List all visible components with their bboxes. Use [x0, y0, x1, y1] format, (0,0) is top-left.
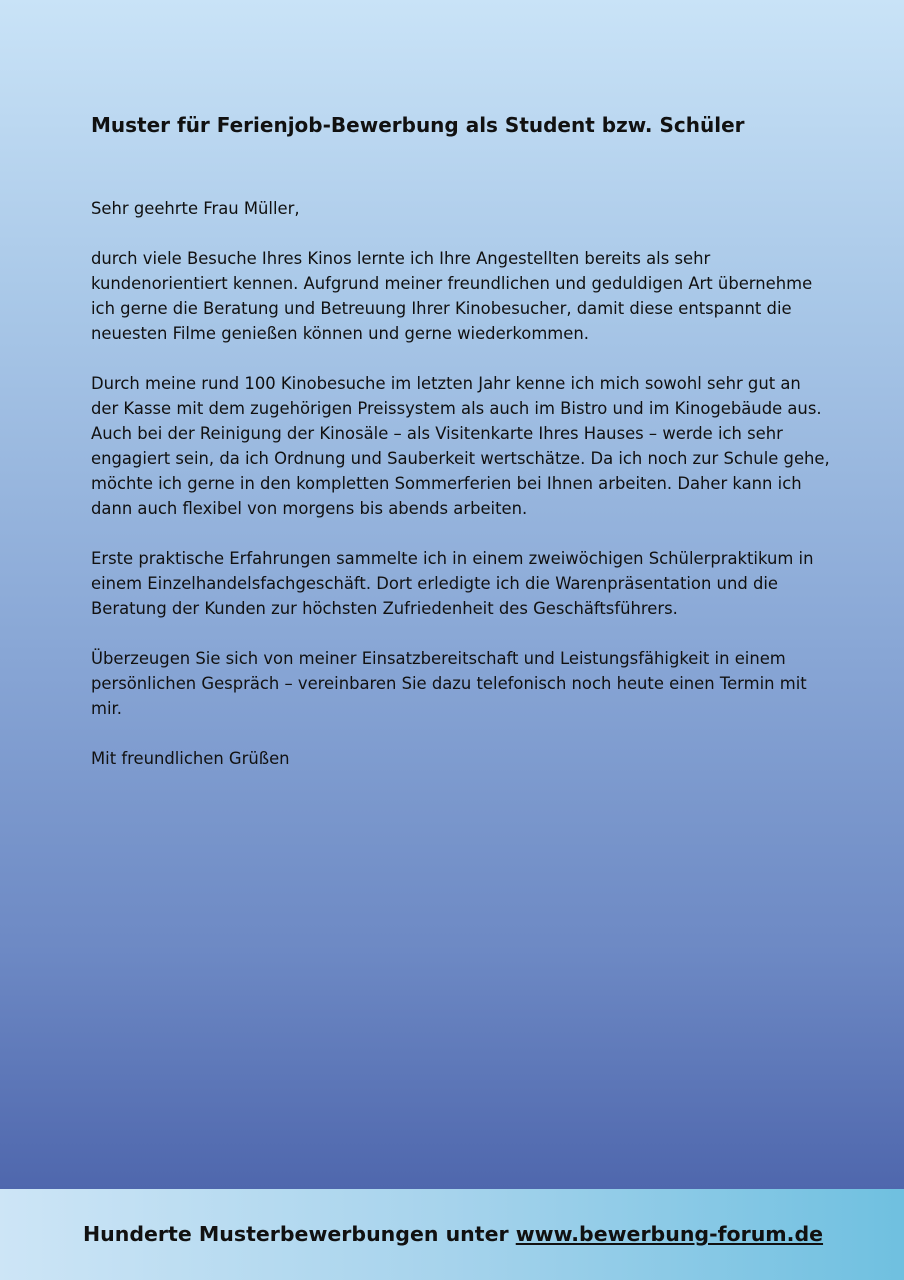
paragraph-experience: Durch meine rund 100 Kinobesuche im letzten Jahr kenne ich mich sowohl sehr gut an der Kasse mit dem zugehörigen Preissystem als auch im Bistro und im Kinogebäude aus. Auch bei der Reinigung der Kinosäle – als Visitenkarte Ihres Hauses – werde ich sehr engagiert sein, da ich Ordnung und Sauberkeit wertschätze. Da ich noch zur Schule gehe, möchte ich gerne in den kompletten Sommerferien bei Ihnen arbeiten. Daher kann ich dann auch flexibel von morgens bis abends arbeiten. [91, 374, 830, 518]
paragraph-internship: Erste praktische Erfahrungen sammelte ich in einem zweiwöchigen Schülerpraktikum in einem Einzelhandelsfachgeschäft. Dort erledigte ich die Warenpräsentation und die Beratung der Kunden zur höchsten Zufriedenheit des Geschäftsführers. [91, 549, 814, 618]
salutation: Sehr geehrte Frau Müller, [91, 199, 300, 218]
footer-text [83, 1220, 823, 1248]
letter-body [91, 196, 831, 796]
paragraph-intro: durch viele Besuche Ihres Kinos lernte ich Ihre Angestellten bereits als sehr kundenorientiert kennen. Aufgrund meiner freundlichen und geduldigen Art übernehme ich gerne die Beratung und Betreuung Ihrer Kinobesucher, damit diese entspannt die neuesten Filme genießen können und gerne wiederkommen. [91, 249, 813, 343]
paragraph-call-to-action: Überzeugen Sie sich von meiner Einsatzbereitschaft und Leistungsfähigkeit in einem persönlichen Gespräch – vereinbaren Sie dazu telefonisch noch heute einen Termin mit mir. [91, 649, 807, 718]
closing: Mit freundlichen Grüßen [91, 749, 290, 768]
document-title: Muster für Ferienjob-Bewerbung als Student bzw. Schüler [91, 113, 745, 137]
footer-link[interactable]: www.bewerbung-forum.de [515, 1222, 824, 1246]
footer-label: Hunderte Musterbewerbungen unter [83, 1222, 516, 1246]
